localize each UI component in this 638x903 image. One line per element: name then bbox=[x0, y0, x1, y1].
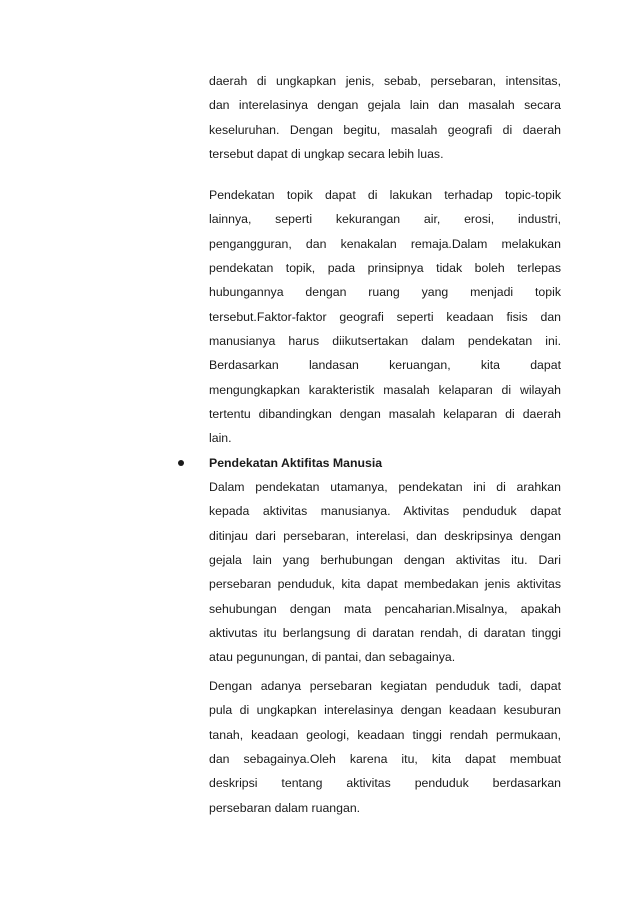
text-line: ditinjau dari persebaran, interelasi, dan deskripsinya dengan bbox=[209, 528, 561, 543]
text-line: hubungannya dengan ruang yang menjadi topik bbox=[209, 285, 561, 300]
section-heading: Pendekatan Aktifitas Manusia bbox=[209, 456, 383, 470]
paragraph-3 bbox=[209, 475, 561, 670]
text-line: daerah di ungkapkan jenis, sebab, persebaran, intensitas, bbox=[209, 74, 561, 88]
bullet-icon bbox=[178, 460, 184, 466]
text-line: tanah, keadaan geologi, keadaan tinggi rendah permukaan, bbox=[209, 727, 561, 742]
text-line: Dalam pendekatan utamanya, pendekatan ini di arahkan bbox=[209, 480, 561, 494]
text-line: deskripsi tentang aktivitas penduduk berdasarkan bbox=[209, 776, 561, 791]
text-line: gejala lain yang berhubungan dengan aktivitas itu. Dari bbox=[209, 553, 561, 568]
text-line: tersebut dapat di ungkap secara lebih luas. bbox=[209, 147, 444, 162]
text-line: mengungkapkan karakteristik masalah kelaparan di wilayah bbox=[209, 382, 561, 397]
text-line: lain. bbox=[209, 431, 232, 446]
paragraph-2 bbox=[209, 183, 561, 451]
paragraph-4 bbox=[209, 674, 561, 820]
text-line: pendekatan topik, pada prinsipnya tidak boleh terlepas bbox=[209, 261, 561, 276]
text-line: tersebut.Faktor-faktor geografi seperti keadaan fisis dan bbox=[209, 309, 561, 324]
text-line: persebaran penduduk, kita dapat membedakan jenis aktivitas bbox=[209, 577, 561, 592]
text-line: sehubungan dengan mata pencaharian.Misalnya, apakah bbox=[209, 601, 561, 616]
paragraph-1 bbox=[209, 69, 561, 166]
text-line: tertentu dibandingkan dengan masalah kelaparan di daerah bbox=[209, 407, 561, 422]
text-line: Pendekatan topik dapat di lakukan terhadap topic-topik bbox=[209, 188, 561, 202]
text-line: dan sebagainya.Oleh karena itu, kita dapat membuat bbox=[209, 752, 561, 767]
text-line: dan interelasinya dengan gejala lain dan masalah secara bbox=[209, 98, 561, 113]
text-line: persebaran dalam ruangan. bbox=[209, 800, 361, 815]
text-line: pula di ungkapkan interelasinya dengan keadaan kesuburan bbox=[209, 703, 561, 718]
text-line: pengangguran, dan kenakalan remaja.Dalam melakukan bbox=[209, 236, 561, 251]
text-line: Berdasarkan landasan keruangan, kita dapat bbox=[209, 358, 561, 373]
text-line: Dengan adanya persebaran kegiatan penduduk tadi, dapat bbox=[209, 679, 561, 693]
text-line: keseluruhan. Dengan begitu, masalah geografi di daerah bbox=[209, 122, 561, 137]
text-line: kepada aktivitas manusianya. Aktivitas penduduk dapat bbox=[209, 504, 561, 519]
text-line: manusianya harus diikutsertakan dalam pendekatan ini. bbox=[209, 334, 561, 349]
text-line: aktivutas itu berlangsung di daratan rendah, di daratan tinggi bbox=[209, 626, 561, 641]
text-line: atau pegunungan, di pantai, dan sebagainya. bbox=[209, 650, 456, 665]
text-line: lainnya, seperti kekurangan air, erosi, industri, bbox=[209, 212, 561, 227]
